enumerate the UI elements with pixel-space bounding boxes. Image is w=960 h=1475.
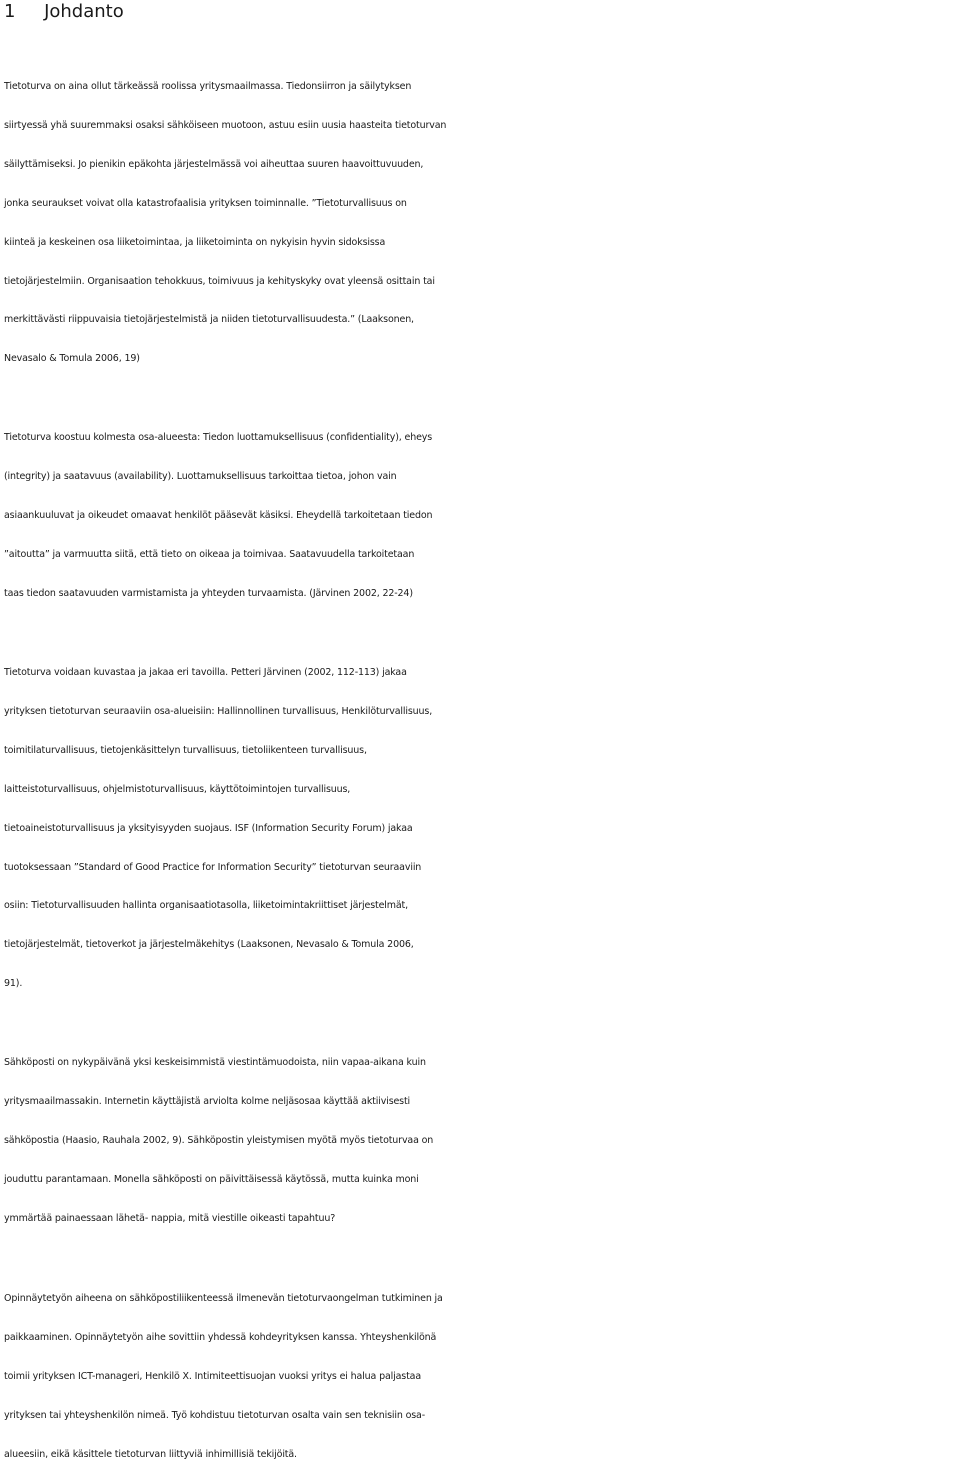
paragraph-line: säilyttämiseksi. Jo pienikin epäkohta järjestelmässä voi aiheuttaa suuren haavoittuvuuden, (4, 158, 424, 170)
paragraph-line: merkittävästi riippuvaisia tietojärjestelmistä ja niiden tietoturvallisuudesta.” (Laaksonen, (4, 314, 414, 326)
paragraph-2 (4, 419, 956, 614)
paragraph-line: laitteistoturvallisuus, ohjelmistoturvallisuus, käyttötoimintojen turvallisuus, (4, 783, 351, 795)
paragraph-line: yrityksen tietoturvan seuraaviin osa-alueisiin: Hallinnollinen turvallisuus, Henkilöturvallisuus, (4, 705, 433, 717)
paragraph-line: tietoaineistoturvallisuus ja yksityisyyden suojaus. ISF (Information Security Forum) jakaa (4, 822, 413, 834)
paragraph-line: sähköpostia (Haasio, Rauhala 2002, 9). Sähköpostin yleistymisen myötä myös tietoturvaa on (4, 1134, 434, 1146)
section-number: 1 (4, 1, 16, 22)
paragraph-line: taas tiedon saatavuuden varmistamista ja yhteyden turvaamista. (Järvinen 2002, 22-24) (4, 587, 413, 599)
paragraph-4 (4, 1044, 956, 1239)
paragraph-line: tietojärjestelmiin. Organisaation tehokkuus, toimivuus ja kehityskyky ovat yleensä osittain tai (4, 275, 435, 287)
paragraph-line: siirtyessä yhä suuremmaksi osaksi sähköiseen muotoon, astuu esiin uusia haasteita tietoturvan (4, 119, 447, 131)
paragraph-line: (integrity) ja saatavuus (availability). Luottamuksellisuus tarkoittaa tietoa, johon vain (4, 470, 397, 482)
paragraph-line: 91). (4, 978, 23, 990)
paragraph-line: Tietoturva on aina ollut tärkeässä roolissa yritysmaailmassa. Tiedonsiirron ja säilytyksen (4, 81, 412, 92)
paragraph-line: osiin: Tietoturvallisuuden hallinta organisaatiotasolla, liiketoimintakriittiset järjestelmät, (4, 900, 408, 912)
section-title: Johdanto (44, 1, 124, 22)
paragraph-line: yritysmaailmassakin. Internetin käyttäjistä arviolta kolme neljäsosaa käyttää aktiivisesti (4, 1095, 411, 1107)
paragraph-line: toimitilaturvallisuus, tietojenkäsittelyn turvallisuus, tietoliikenteen turvallisuus, (4, 744, 367, 756)
paragraph-line: tietojärjestelmät, tietoverkot ja järjestelmäkehitys (Laaksonen, Nevasalo & Tomula 2006, (4, 939, 414, 951)
paragraph-line: Tietoturva voidaan kuvastaa ja jakaa eri tavoilla. Petteri Järvinen (2002, 112-113) jakaa (4, 667, 407, 678)
paragraph-line: asiaankuuluvat ja oikeudet omaavat henkilöt pääsevät käsiksi. Eheydellä tarkoitetaan tiedon (4, 509, 433, 521)
paragraph-line: Opinnäytetyön aiheena on sähköpostiliikenteessä ilmenevän tietoturvaongelman tutkiminen ja (4, 1293, 443, 1304)
paragraph-line: tuotoksessaan ”Standard of Good Practice for Information Security” tietoturvan seuraaviin (4, 861, 422, 873)
paragraph-line: jouduttu parantamaan. Monella sähköposti on päivittäisessä käytössä, mutta kuinka moni (4, 1173, 419, 1185)
paragraph-line: yrityksen tai yhteyshenkilön nimeä. Työ kohdistuu tietoturvan osalta vain sen teknisiin osa- (4, 1409, 426, 1421)
paragraph-line: Tietoturva koostuu kolmesta osa-alueesta: Tiedon luottamuksellisuus (confidentiality), eheys (4, 432, 433, 443)
paragraph-3 (4, 654, 956, 1004)
section-heading (4, 0, 124, 24)
paragraph-line: ”aitoutta” ja varmuutta siitä, että tieto on oikeaa ja toimivaa. Saatavuudella tarkoitetaan (4, 548, 415, 560)
paragraph-line: kiinteä ja keskeinen osa liiketoimintaa, ja liiketoiminta on nykyisin hyvin sidoksissa (4, 236, 386, 248)
paragraph-line: jonka seuraukset voivat olla katastrofaalisia yrityksen toiminnalle. ”Tietoturvallisuus on (4, 197, 407, 209)
paragraph-line: Sähköposti on nykypäivänä yksi keskeisimmistä viestintämuodoista, niin vapaa-aikana kuin (4, 1057, 426, 1068)
paragraph-1 (4, 68, 956, 379)
paragraph-5 (4, 1280, 956, 1475)
paragraph-line: ymmärtää painaessaan lähetä- nappia, mitä viestille oikeasti tapahtuu? (4, 1212, 336, 1224)
paragraph-line: toimii yrityksen ICT-manageri, Henkilö X. Intimiteettisuojan vuoksi yritys ei halua paljastaa (4, 1370, 422, 1382)
paragraph-line: alueesiin, eikä käsittele tietoturvan liittyviä inhimillisiä tekijöitä. (4, 1448, 297, 1460)
paragraph-line: Nevasalo & Tomula 2006, 19) (4, 353, 140, 365)
paragraph-line: paikkaaminen. Opinnäytetyön aihe sovittiin yhdessä kohdeyrityksen kanssa. Yhteyshenkilönä (4, 1331, 437, 1343)
